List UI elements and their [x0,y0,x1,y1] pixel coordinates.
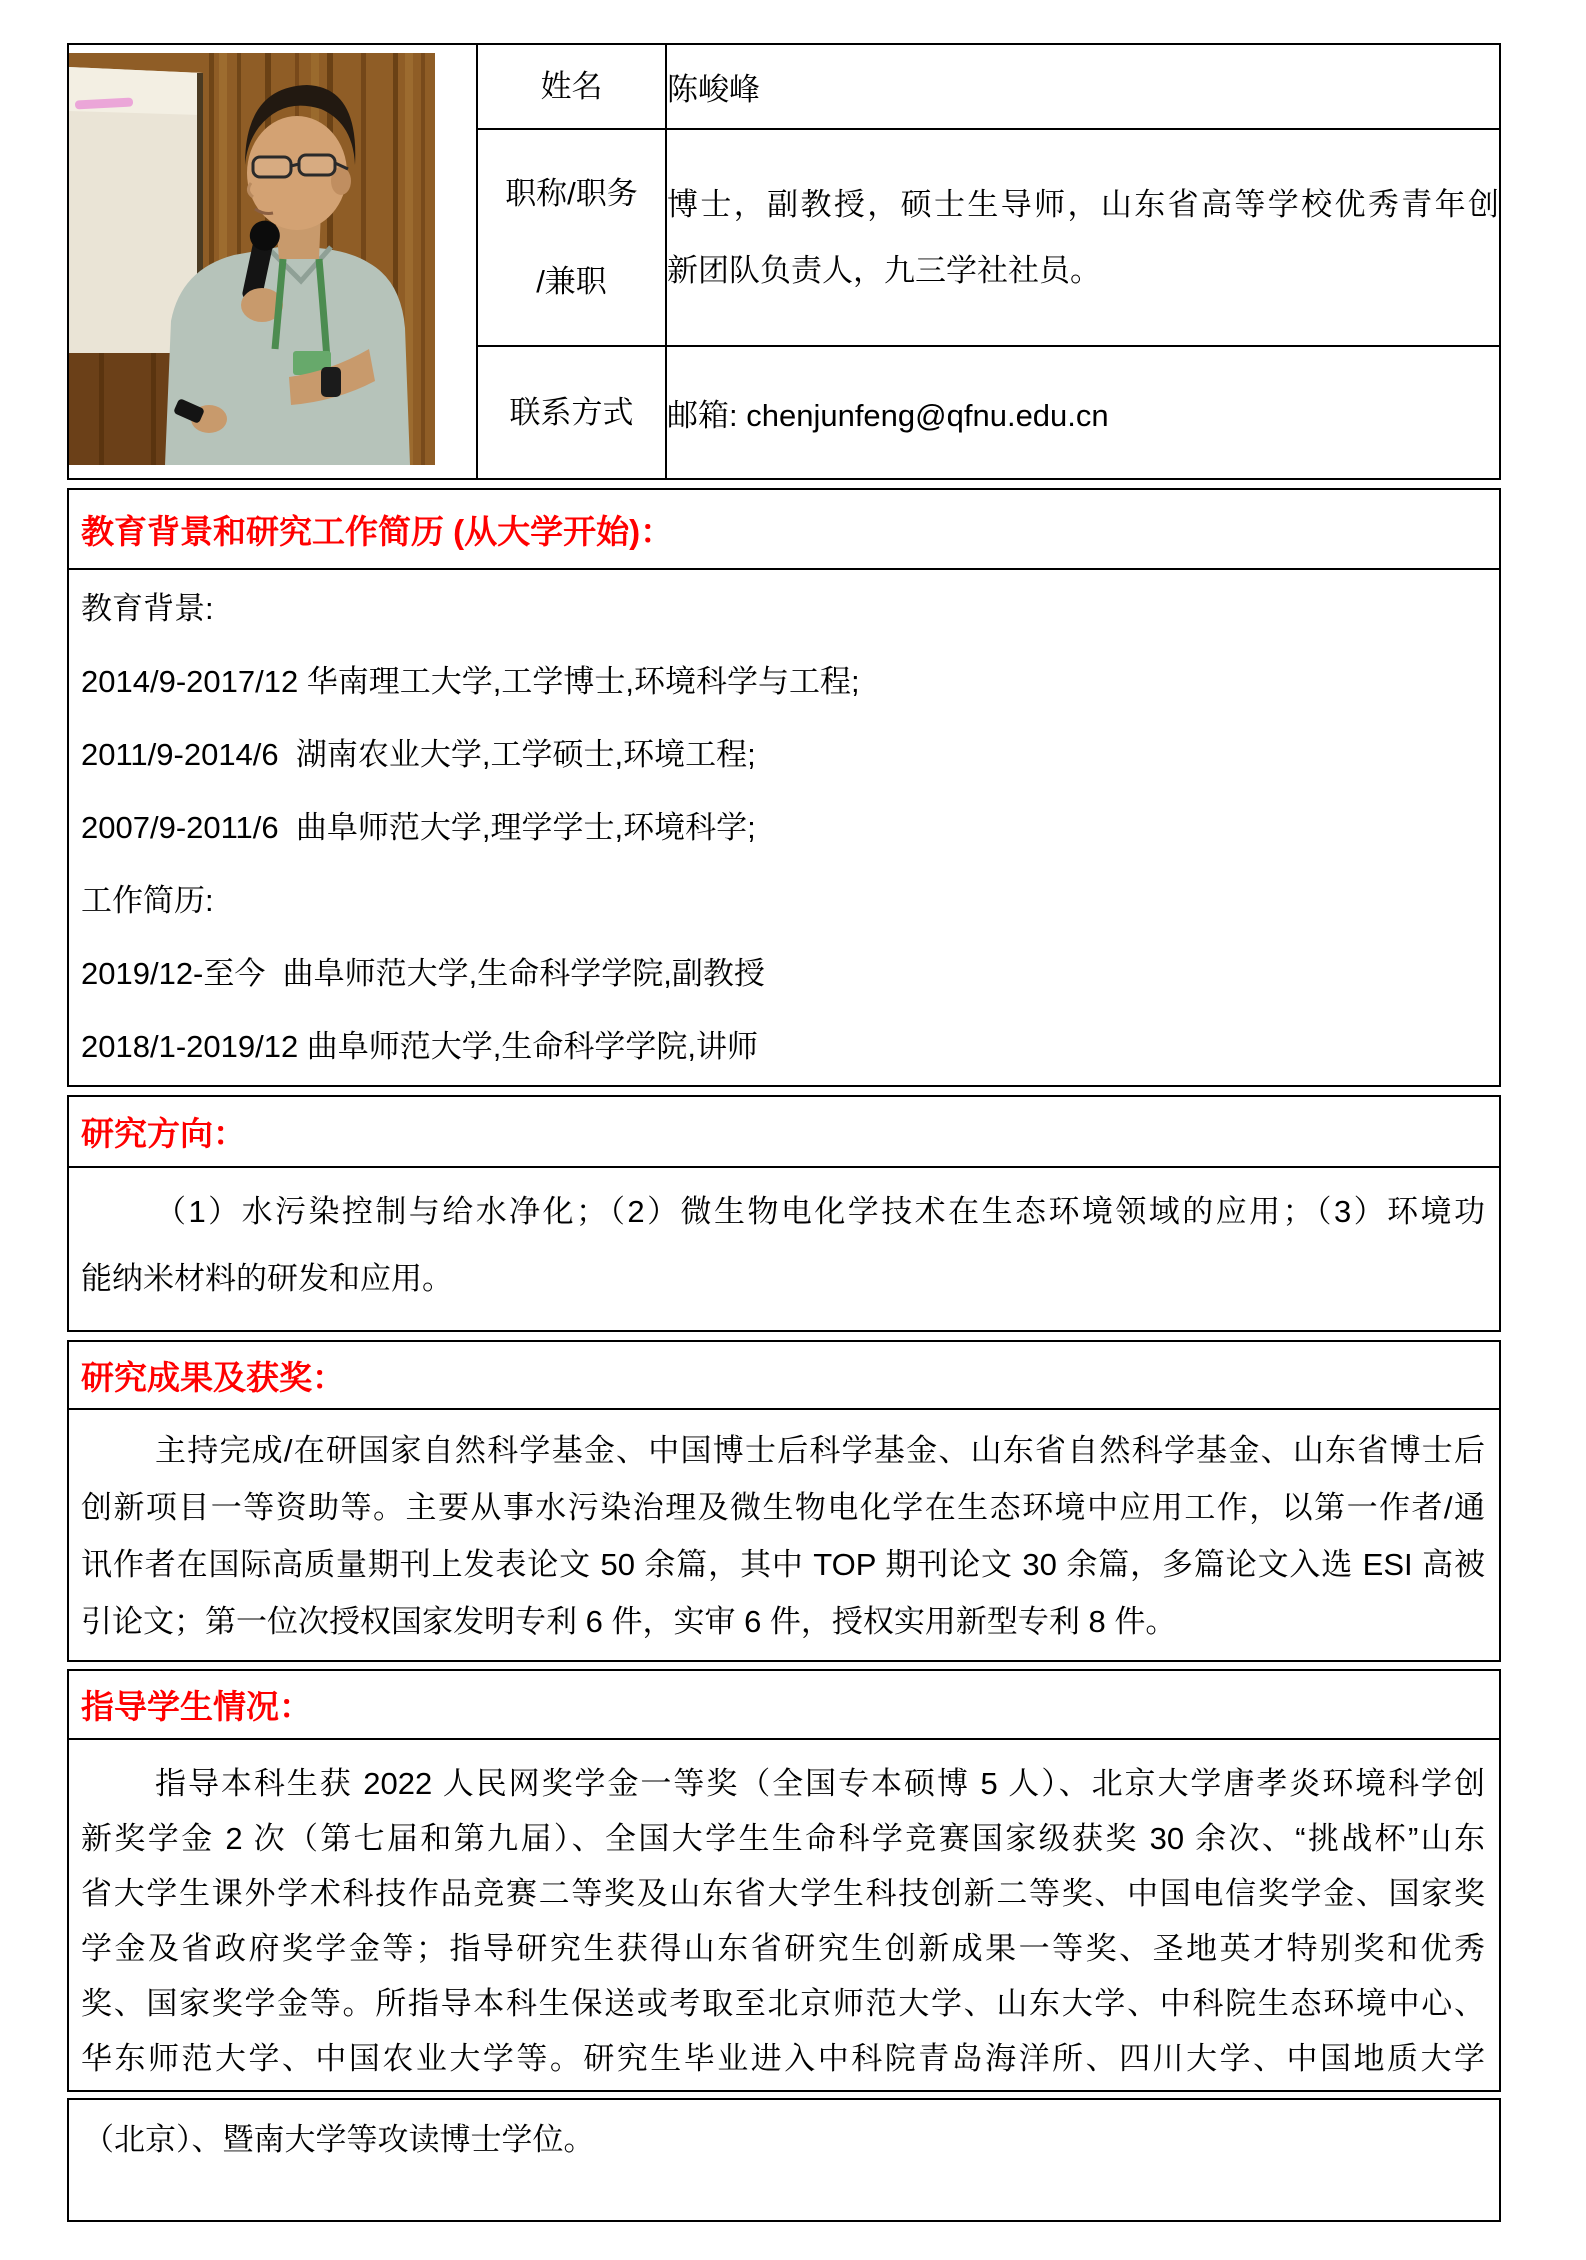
content-line: 能纳米材料的研发和应用。 [81,1261,453,1296]
title-value [666,129,1500,346]
content-line: （北京）、暨南大学等攻读博士学位。 [83,2122,595,2157]
content-line: 教育背景: [81,591,214,626]
content-line: 2019/12-至今 曲阜师范大学,生命科学学院,副教授 [81,956,765,991]
content-line: 2018/1-2019/12 曲阜师范大学,生命科学学院,讲师 [81,1029,759,1064]
content-line: 2014/9-2017/12 华南理工大学,工学博士,环境科学与工程; [81,664,860,699]
content-line: 学金及省政府奖学金等；指导研究生获得山东省研究生创新成果一等奖、圣地英才特别奖和优秀 [81,1931,1485,1966]
content-line: 2011/9-2014/6 湖南农业大学,工学硕士,环境工程; [81,737,756,772]
speaker-photo [69,53,435,465]
section-students-continuation-body [69,2100,1499,2167]
section-achievements-body [69,1410,1499,1660]
section-students [67,1669,1501,2092]
content-line: （1）水污染控制与给水净化；（2）微生物电化学技术在生态环境领域的应用；（3）环境功 [155,1194,1485,1229]
title-value-line1: 博士，副教授，硕士生导师，山东省高等学校优秀青年创 [667,186,1499,222]
name-label-text: 姓名 [540,68,603,104]
content-line: 指导本科生获 2022 人民网奖学金一等奖（全国专本硕博 5 人）、北京大学唐孝炎环境科学创 [155,1766,1485,1801]
section-research-direction-body [69,1168,1499,1330]
name-value [666,44,1500,129]
contact-value [666,346,1500,479]
section-education-title: 教育背景和研究工作简历 (从大学开始)： [69,490,1499,570]
section-education-body [69,570,1499,1085]
profile-table [67,43,1501,480]
content-line: 省大学生课外学术科技作品竞赛二等奖及山东省大学生科技创新二等奖、中国电信奖学金、国家奖 [81,1876,1485,1911]
contact-label-text: 联系方式 [509,394,634,430]
content-line: 讯作者在国际高质量期刊上发表论文 50 余篇，其中 TOP 期刊论文 30 余篇，多篇论文入选 ESI 高被 [81,1547,1485,1582]
content-line: 主持完成/在研国家自然科学基金、中国博士后科学基金、山东省自然科学基金、山东省博士后 [155,1433,1485,1468]
title-label [477,129,666,346]
content-line: 工作简历: [81,883,214,918]
content-line: 引论文；第一位次授权国家发明专利 6 件，实审 6 件，授权实用新型专利 8 件。 [81,1604,1177,1639]
section-students-continuation [67,2098,1501,2222]
content-line: 华东师范大学、中国农业大学等。研究生毕业进入中科院青岛海洋所、四川大学、中国地质大学 [81,2041,1485,2076]
contact-email: 邮箱: chenjunfeng@qfnu.edu.cn [667,398,1109,433]
content-line: 创新项目一等资助等。主要从事水污染治理及微生物电化学在生态环境中应用工作，以第一作者/通 [81,1490,1485,1525]
content-line: 奖、国家奖学金等。所指导本科生保送或考取至北京师范大学、山东大学、中科院生态环境中心、 [81,1986,1485,2021]
section-achievements [67,1340,1501,1662]
title-value-line2: 新团队负责人，九三学社社员。 [667,252,1101,288]
section-students-body [69,1740,1499,2090]
section-students-title: 指导学生情况： [69,1671,1499,1740]
section-achievements-title: 研究成果及获奖： [69,1342,1499,1410]
title-label-line2: /兼职 [536,263,607,299]
section-research-direction-title: 研究方向： [69,1097,1499,1168]
title-label-line1: 职称/职务 [505,175,638,211]
section-research-direction [67,1095,1501,1332]
photo-cell [68,44,477,479]
name-label [477,44,666,129]
cv-content [67,43,1501,2222]
name-value-text: 陈峻峰 [667,72,760,107]
content-line: 新奖学金 2 次（第七届和第九届）、全国大学生生命科学竞赛国家级获奖 30 余次、“挑战杯”山东 [81,1821,1485,1856]
contact-label [477,346,666,479]
content-line: 2007/9-2011/6 曲阜师范大学,理学学士,环境科学; [81,810,756,845]
section-education [67,488,1501,1087]
